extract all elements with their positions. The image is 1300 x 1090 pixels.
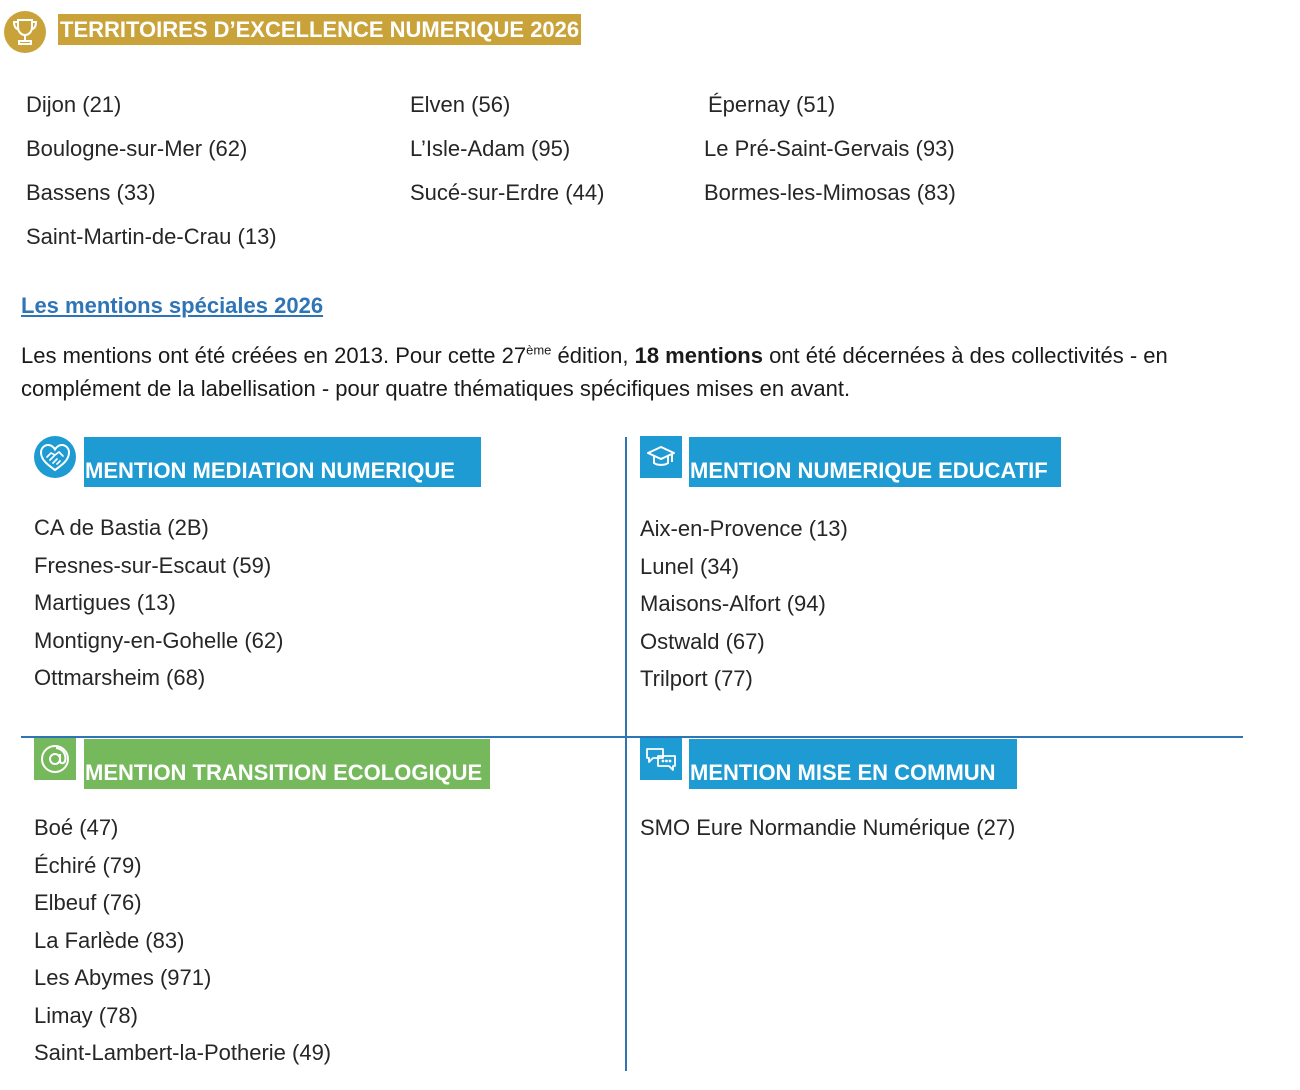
grid-horizontal-divider xyxy=(21,736,1243,738)
list-item: Saint-Lambert-la-Potherie (49) xyxy=(34,1040,332,1065)
grid-vertical-divider xyxy=(625,437,627,1071)
list-item: Trilport (77) xyxy=(640,666,753,691)
list-item: Maisons-Alfort (94) xyxy=(640,591,826,616)
commun-list xyxy=(640,815,1015,853)
list-item: Montigny-en-Gohelle (62) xyxy=(34,627,284,653)
intro-text: édition, xyxy=(551,343,635,368)
mentions-heading: Les mentions spéciales 2026 xyxy=(21,293,324,318)
city-item: Bormes-les-Mimosas (83) xyxy=(704,180,956,205)
page-title: TERRITOIRES D’EXCELLENCE NUMERIQUE 2026 xyxy=(58,14,581,45)
list-item: Ottmarsheim (68) xyxy=(34,665,206,690)
list-item: Boé (47) xyxy=(34,815,119,840)
chat-bubbles-icon xyxy=(640,738,682,780)
list-item: Les Abymes (971) xyxy=(34,965,212,990)
laureates-column-2 xyxy=(410,92,604,224)
city-item: Boulogne-sur-Mer (62) xyxy=(26,136,248,161)
city-item: Elven (56) xyxy=(410,92,511,117)
intro-bold: 18 mentions xyxy=(634,343,763,368)
list-item: SMO Eure Normandie Numérique (27) xyxy=(640,815,1016,840)
list-item: Limay (78) xyxy=(34,1002,138,1028)
ecologique-section-title: MENTION TRANSITION ECOLOGIQUE xyxy=(84,739,490,789)
list-item: CA de Bastia (2B) xyxy=(34,515,209,540)
list-item: Martigues (13) xyxy=(34,590,176,615)
city-item: Bassens (33) xyxy=(26,180,156,205)
city-item: Le Pré-Saint-Gervais (93) xyxy=(704,136,955,161)
mediation-list xyxy=(34,515,283,703)
city-item: Sucé-sur-Erdre (44) xyxy=(410,180,605,205)
educatif-section-title: MENTION NUMERIQUE EDUCATIF xyxy=(689,437,1061,487)
list-item: La Farlède (83) xyxy=(34,927,185,953)
list-item: Aix-en-Provence (13) xyxy=(640,516,848,541)
list-item: Fresnes-sur-Escaut (59) xyxy=(34,552,272,578)
list-item: Elbeuf (76) xyxy=(34,890,142,915)
list-item: Ostwald (67) xyxy=(640,628,765,654)
laureates-column-3 xyxy=(704,92,956,224)
commun-section-title: MENTION MISE EN COMMUN xyxy=(689,739,1017,789)
trophy-icon xyxy=(4,11,46,53)
intro-superscript: ème xyxy=(526,342,552,358)
intro-paragraph xyxy=(21,339,1279,405)
city-item: Épernay (51) xyxy=(708,92,836,117)
city-item: Dijon (21) xyxy=(26,92,122,117)
graduation-cap-icon xyxy=(640,436,682,478)
handshake-heart-icon xyxy=(34,436,76,478)
ecologique-list xyxy=(34,815,331,1078)
city-item: Saint-Martin-de-Crau (13) xyxy=(26,224,277,249)
laureates-column-1 xyxy=(26,92,277,268)
city-item: L’Isle-Adam (95) xyxy=(410,136,571,161)
educatif-list xyxy=(640,516,848,704)
at-sign-icon xyxy=(34,738,76,780)
list-item: Lunel (34) xyxy=(640,553,740,579)
intro-text: Les mentions ont été créées en 2013. Pour cette 27 xyxy=(21,343,527,368)
mediation-section-title: MENTION MEDIATION NUMERIQUE xyxy=(84,437,481,487)
intro-text: ont été décernées à des collectivités - en complément de la labellisation - pour quatre thématiques spécifiques mises en avant. xyxy=(21,343,1168,401)
list-item: Échiré (79) xyxy=(34,852,142,878)
